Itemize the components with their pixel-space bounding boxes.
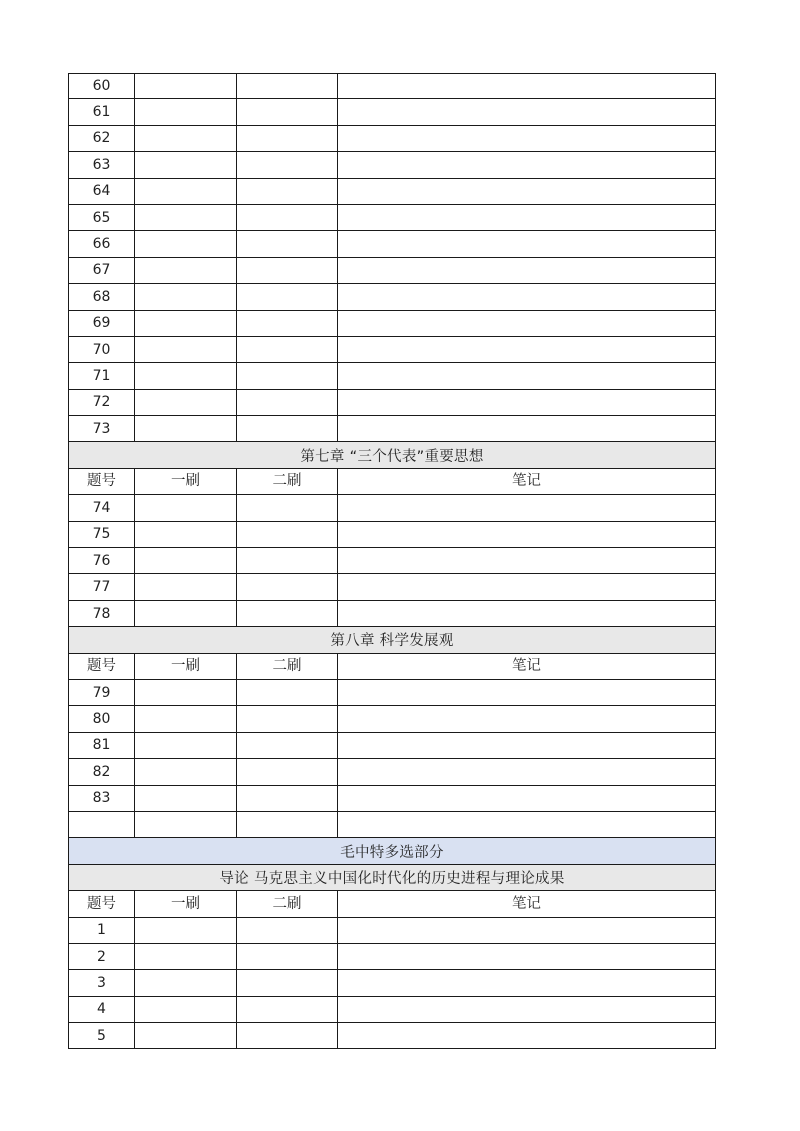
question-row	[68, 205, 716, 231]
first-pass-cell[interactable]	[135, 1023, 237, 1049]
first-pass-cell[interactable]	[135, 311, 237, 337]
header-second-pass: 二刷	[237, 654, 338, 680]
question-number: 70	[68, 337, 135, 363]
question-number: 64	[68, 179, 135, 205]
question-number: 63	[68, 152, 135, 178]
first-pass-cell[interactable]	[135, 231, 237, 257]
first-pass-cell[interactable]	[135, 152, 237, 178]
question-row	[68, 680, 716, 706]
question-number: 80	[68, 706, 135, 732]
notes-cell[interactable]	[338, 363, 716, 389]
question-number: 1	[68, 918, 135, 944]
question-row	[68, 152, 716, 178]
header-notes: 笔记	[338, 654, 716, 680]
question-number: 5	[68, 1023, 135, 1049]
first-pass-cell[interactable]	[135, 363, 237, 389]
notes-cell[interactable]	[338, 997, 716, 1023]
notes-cell[interactable]	[338, 522, 716, 548]
first-pass-cell[interactable]	[135, 759, 237, 785]
second-pass-cell[interactable]	[237, 390, 338, 416]
question-row	[68, 548, 716, 574]
notes-cell[interactable]	[338, 495, 716, 521]
header-number: 题号	[68, 469, 135, 495]
second-pass-cell[interactable]	[237, 680, 338, 706]
question-row	[68, 944, 716, 970]
question-number: 83	[68, 786, 135, 812]
first-pass-cell[interactable]	[135, 258, 237, 284]
notes-cell[interactable]	[338, 205, 716, 231]
question-number: 76	[68, 548, 135, 574]
question-block-1-5	[68, 918, 716, 1050]
question-number: 66	[68, 231, 135, 257]
chapter-7-title: 第七章 “三个代表”重要思想	[68, 442, 716, 468]
second-pass-cell[interactable]	[237, 759, 338, 785]
question-number: 79	[68, 680, 135, 706]
second-pass-cell[interactable]	[237, 733, 338, 759]
first-pass-cell[interactable]	[135, 680, 237, 706]
first-pass-cell[interactable]	[135, 918, 237, 944]
first-pass-cell[interactable]	[135, 390, 237, 416]
notes-cell[interactable]	[338, 126, 716, 152]
notes-cell[interactable]	[338, 73, 716, 99]
second-pass-cell[interactable]	[237, 284, 338, 310]
question-row	[68, 390, 716, 416]
notes-cell[interactable]	[338, 944, 716, 970]
header-number: 题号	[68, 654, 135, 680]
question-number: 72	[68, 390, 135, 416]
question-row	[68, 126, 716, 152]
second-pass-cell[interactable]	[237, 99, 338, 125]
question-number: 75	[68, 522, 135, 548]
second-pass-cell[interactable]	[237, 179, 338, 205]
notes-cell[interactable]	[338, 99, 716, 125]
first-pass-cell[interactable]	[135, 205, 237, 231]
second-pass-cell[interactable]	[237, 311, 338, 337]
first-pass-cell[interactable]	[135, 970, 237, 996]
intro-chapter-column-header	[68, 891, 716, 917]
first-pass-cell[interactable]	[135, 548, 237, 574]
first-pass-cell[interactable]	[135, 601, 237, 627]
study-record-table	[68, 73, 716, 1049]
second-pass-cell[interactable]	[237, 152, 338, 178]
second-pass-cell[interactable]	[237, 706, 338, 732]
notes-cell[interactable]	[338, 337, 716, 363]
chapter-8-title: 第八章 科学发展观	[68, 627, 716, 653]
first-pass-cell[interactable]	[135, 574, 237, 600]
second-pass-cell[interactable]	[237, 548, 338, 574]
notes-cell[interactable]	[338, 574, 716, 600]
second-pass-cell[interactable]	[237, 363, 338, 389]
notes-cell[interactable]	[338, 759, 716, 785]
notes-cell[interactable]	[338, 1023, 716, 1049]
question-row	[68, 416, 716, 442]
question-number: 68	[68, 284, 135, 310]
header-first-pass: 一刷	[135, 469, 237, 495]
question-row	[68, 759, 716, 785]
header-notes: 笔记	[338, 891, 716, 917]
question-number: 4	[68, 997, 135, 1023]
header-number: 题号	[68, 891, 135, 917]
question-row	[68, 1023, 716, 1049]
question-row	[68, 812, 716, 838]
question-row	[68, 574, 716, 600]
question-row	[68, 918, 716, 944]
chapter-8-column-header	[68, 654, 716, 680]
first-pass-cell[interactable]	[135, 997, 237, 1023]
question-row	[68, 99, 716, 125]
first-pass-cell[interactable]	[135, 99, 237, 125]
notes-cell[interactable]	[338, 548, 716, 574]
second-pass-cell[interactable]	[237, 812, 338, 838]
notes-cell[interactable]	[338, 918, 716, 944]
question-block-60-73	[68, 73, 716, 442]
second-pass-cell[interactable]	[237, 944, 338, 970]
second-pass-cell[interactable]	[237, 997, 338, 1023]
first-pass-cell[interactable]	[135, 495, 237, 521]
question-row	[68, 363, 716, 389]
question-row	[68, 495, 716, 521]
notes-cell[interactable]	[338, 179, 716, 205]
second-pass-cell[interactable]	[237, 73, 338, 99]
second-pass-cell[interactable]	[237, 126, 338, 152]
question-number: 81	[68, 733, 135, 759]
notes-cell[interactable]	[338, 812, 716, 838]
second-pass-cell[interactable]	[237, 786, 338, 812]
notes-cell[interactable]	[338, 390, 716, 416]
intro-chapter-title: 导论 马克思主义中国化时代化的历史进程与理论成果	[68, 865, 716, 891]
second-pass-cell[interactable]	[237, 205, 338, 231]
question-row	[68, 997, 716, 1023]
notes-cell[interactable]	[338, 970, 716, 996]
first-pass-cell[interactable]	[135, 706, 237, 732]
header-second-pass: 二刷	[237, 469, 338, 495]
column-header-row	[68, 654, 716, 680]
question-number: 2	[68, 944, 135, 970]
first-pass-cell[interactable]	[135, 179, 237, 205]
question-number: 61	[68, 99, 135, 125]
question-number: 60	[68, 73, 135, 99]
multi-choice-section-title: 毛中特多选部分	[68, 838, 716, 864]
second-pass-cell[interactable]	[237, 416, 338, 442]
second-pass-cell[interactable]	[237, 522, 338, 548]
notes-cell[interactable]	[338, 231, 716, 257]
second-pass-cell[interactable]	[237, 1023, 338, 1049]
second-pass-cell[interactable]	[237, 970, 338, 996]
header-first-pass: 一刷	[135, 891, 237, 917]
column-header-row	[68, 469, 716, 495]
second-pass-cell[interactable]	[237, 337, 338, 363]
question-block-79-83	[68, 680, 716, 838]
first-pass-cell[interactable]	[135, 522, 237, 548]
header-second-pass: 二刷	[237, 891, 338, 917]
question-row	[68, 311, 716, 337]
first-pass-cell[interactable]	[135, 284, 237, 310]
first-pass-cell[interactable]	[135, 416, 237, 442]
notes-cell[interactable]	[338, 601, 716, 627]
second-pass-cell[interactable]	[237, 574, 338, 600]
second-pass-cell[interactable]	[237, 258, 338, 284]
question-row	[68, 231, 716, 257]
question-number: 73	[68, 416, 135, 442]
notes-cell[interactable]	[338, 706, 716, 732]
question-row	[68, 706, 716, 732]
notes-cell[interactable]	[338, 786, 716, 812]
question-number	[68, 812, 135, 838]
notes-cell[interactable]	[338, 733, 716, 759]
question-row	[68, 601, 716, 627]
question-row	[68, 786, 716, 812]
chapter-7-column-header	[68, 469, 716, 495]
first-pass-cell[interactable]	[135, 786, 237, 812]
question-number: 78	[68, 601, 135, 627]
first-pass-cell[interactable]	[135, 126, 237, 152]
question-row	[68, 284, 716, 310]
first-pass-cell[interactable]	[135, 73, 237, 99]
notes-cell[interactable]	[338, 284, 716, 310]
header-first-pass: 一刷	[135, 654, 237, 680]
second-pass-cell[interactable]	[237, 495, 338, 521]
question-row	[68, 733, 716, 759]
column-header-row	[68, 891, 716, 917]
first-pass-cell[interactable]	[135, 812, 237, 838]
question-number: 69	[68, 311, 135, 337]
second-pass-cell[interactable]	[237, 601, 338, 627]
question-number: 65	[68, 205, 135, 231]
question-block-74-78	[68, 495, 716, 627]
question-number: 82	[68, 759, 135, 785]
question-row	[68, 337, 716, 363]
first-pass-cell[interactable]	[135, 733, 237, 759]
notes-cell[interactable]	[338, 311, 716, 337]
second-pass-cell[interactable]	[237, 918, 338, 944]
notes-cell[interactable]	[338, 416, 716, 442]
question-number: 71	[68, 363, 135, 389]
question-number: 3	[68, 970, 135, 996]
question-number: 77	[68, 574, 135, 600]
first-pass-cell[interactable]	[135, 337, 237, 363]
question-number: 67	[68, 258, 135, 284]
question-row	[68, 258, 716, 284]
question-row	[68, 522, 716, 548]
question-row	[68, 970, 716, 996]
question-row	[68, 73, 716, 99]
question-row	[68, 179, 716, 205]
question-number: 62	[68, 126, 135, 152]
notes-cell[interactable]	[338, 680, 716, 706]
first-pass-cell[interactable]	[135, 944, 237, 970]
question-number: 74	[68, 495, 135, 521]
notes-cell[interactable]	[338, 258, 716, 284]
second-pass-cell[interactable]	[237, 231, 338, 257]
notes-cell[interactable]	[338, 152, 716, 178]
header-notes: 笔记	[338, 469, 716, 495]
